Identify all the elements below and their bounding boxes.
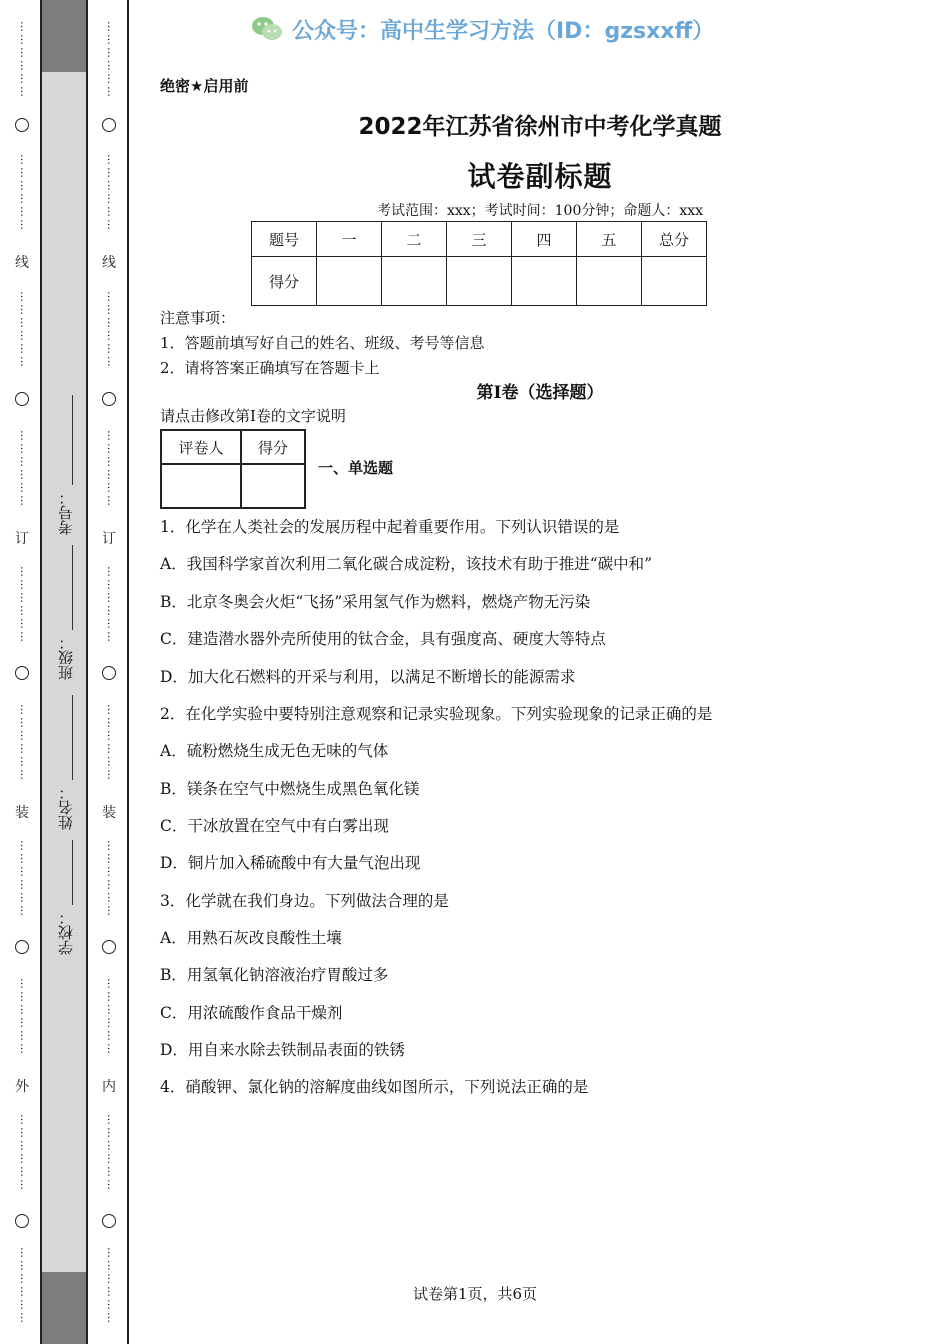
page-footer: 试卷第1页，共6页 xyxy=(412,1285,538,1303)
circle-mark xyxy=(102,1214,116,1228)
exam-info: 考试范围：xxx；考试时间：100分钟；命题人：xxx xyxy=(376,203,704,219)
circle-mark xyxy=(15,666,29,680)
gray-block-top xyxy=(41,0,86,72)
grader-cell[interactable] xyxy=(161,464,241,508)
circle-mark xyxy=(15,392,29,406)
question-1-option-b: B．北京冬奥会火炬“飞扬”采用氢气作为燃料，燃烧产物无污染 xyxy=(160,593,591,611)
outer-mark-2: 订 xyxy=(15,531,29,547)
score-header: 题号 xyxy=(252,222,317,257)
question-2-option-d: D．铜片加入稀硫酸中有大量气泡出现 xyxy=(160,854,421,872)
score-cell[interactable] xyxy=(512,257,577,306)
field-school-line[interactable] xyxy=(72,840,73,905)
wechat-icon xyxy=(250,15,284,43)
question-3-stem: 3．化学就在我们身边。下列做法合理的是 xyxy=(160,892,449,910)
score-header: 二 xyxy=(382,222,447,257)
question-3-option-a: A．用熟石灰改良酸性土壤 xyxy=(160,929,342,947)
margin-line-1 xyxy=(40,0,42,1344)
circle-mark xyxy=(102,666,116,680)
question-1-option-d: D．加大化石燃料的开采与利用，以满足不断增长的能源需求 xyxy=(160,668,576,686)
question-3-option-b: B．用氢氧化钠溶液治疗胃酸过多 xyxy=(160,966,389,984)
inner-mark-4: 内 xyxy=(102,1079,116,1095)
grader-header: 得分 xyxy=(241,430,305,464)
field-school-label: 学校： xyxy=(57,910,75,955)
score-cell[interactable] xyxy=(577,257,642,306)
score-header: 五 xyxy=(577,222,642,257)
circle-mark xyxy=(102,118,116,132)
field-class-label: 班级： xyxy=(57,635,75,680)
question-1-option-a: A．我国科学家首次利用二氧化碳合成淀粉，该技术有助于推进“碳中和” xyxy=(160,555,653,573)
score-row-label: 得分 xyxy=(252,257,317,306)
circle-mark xyxy=(102,940,116,954)
inner-dotted-line: ……………… ……………… 线 ……………… ……………… 订 ……………… ……………… 装 ……………… ……………… 内 ……………… ……………… xyxy=(102,21,118,1325)
outer-mark-1: 线 xyxy=(15,255,29,271)
score-cell[interactable] xyxy=(447,257,512,306)
outer-mark-3: 装 xyxy=(15,805,29,821)
margin-line-3 xyxy=(127,0,129,1344)
inner-mark-3: 装 xyxy=(102,805,116,821)
question-3-option-d: D．用自来水除去铁制品表面的铁锈 xyxy=(160,1041,405,1059)
question-2-option-c: C．干冰放置在空气中有白雾出现 xyxy=(160,817,389,835)
page-subtitle: 试卷副标题 xyxy=(467,160,613,193)
field-class-line[interactable] xyxy=(72,545,73,630)
score-table xyxy=(251,221,707,306)
circle-mark xyxy=(15,118,29,132)
score-cell[interactable] xyxy=(382,257,447,306)
notes xyxy=(160,306,485,381)
section-note[interactable]: 请点击修改第I卷的文字说明 xyxy=(160,407,346,425)
watermark xyxy=(250,12,714,46)
score-cell[interactable] xyxy=(317,257,382,306)
page-title: 2022年江苏省徐州市中考化学真题 xyxy=(358,114,722,140)
field-exam-no-label: 考号： xyxy=(57,490,75,535)
margin-line-2 xyxy=(86,0,88,1344)
score-cell[interactable] xyxy=(642,257,707,306)
question-2-option-b: B．镁条在空气中燃烧生成黑色氧化镁 xyxy=(160,780,420,798)
question-1-option-c: C．建造潜水器外壳所使用的钛合金，具有强度高、硬度大等特点 xyxy=(160,630,606,648)
score-header: 一 xyxy=(317,222,382,257)
notes-title: 注意事项： xyxy=(160,309,236,327)
inner-mark-2: 订 xyxy=(102,531,116,547)
notes-item: 1．答题前填写好自己的姓名、班级、考号等信息 xyxy=(160,334,485,352)
question-1-stem: 1．化学在人类社会的发展历程中起着重要作用。下列认识错误的是 xyxy=(160,518,620,536)
circle-mark xyxy=(15,940,29,954)
question-2-option-a: A．硫粉燃烧生成无色无味的气体 xyxy=(160,742,389,760)
circle-mark xyxy=(102,392,116,406)
grader-table xyxy=(160,429,306,509)
notes-item: 2．请将答案正确填写在答题卡上 xyxy=(160,359,380,377)
score-header: 总分 xyxy=(642,222,707,257)
question-4-stem: 4．硝酸钾、氯化钠的溶解度曲线如图所示，下列说法正确的是 xyxy=(160,1078,589,1096)
outer-dotted-line: ……………… ……………… 线 ……………… ……………… 订 ……………… ……………… 装 ……………… ……………… 外 ……………… ……………… xyxy=(15,21,31,1325)
field-exam-no-line[interactable] xyxy=(72,395,73,485)
question-2-stem: 2．在化学实验中要特别注意观察和记录实验现象。下列实验现象的记录正确的是 xyxy=(160,705,713,723)
circle-mark xyxy=(15,1214,29,1228)
section-title: 第I卷（选择题） xyxy=(476,383,604,403)
watermark-text: 公众号：高中生学习方法（ID：gzsxxff） xyxy=(292,18,715,44)
field-name-label: 姓名： xyxy=(57,785,75,830)
outer-mark-4: 外 xyxy=(15,1079,29,1095)
grader-header: 评卷人 xyxy=(161,430,241,464)
score-header: 四 xyxy=(512,222,577,257)
inner-mark-1: 线 xyxy=(102,255,116,271)
grader-cell[interactable] xyxy=(241,464,305,508)
binding-margin xyxy=(0,0,130,1344)
confidential-label: 绝密★启用前 xyxy=(160,77,249,95)
field-name-line[interactable] xyxy=(72,695,73,780)
question-3-option-c: C．用浓硫酸作食品干燥剂 xyxy=(160,1004,343,1022)
part-title: 一、单选题 xyxy=(318,459,394,477)
score-header: 三 xyxy=(447,222,512,257)
